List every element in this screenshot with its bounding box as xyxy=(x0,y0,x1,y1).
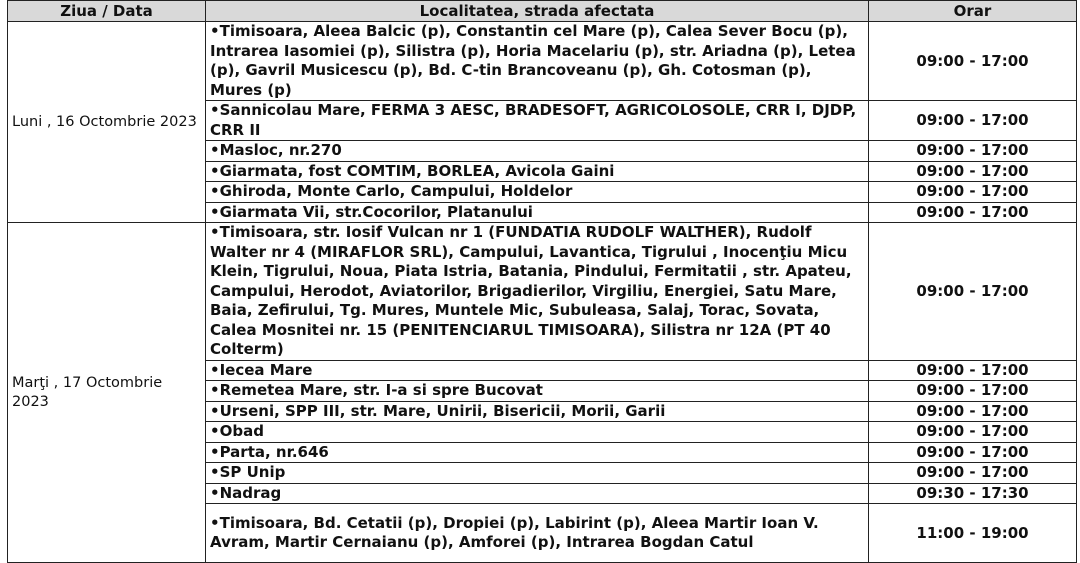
location-cell: •Giarmata, fost COMTIM, BORLEA, Avicola Gaini xyxy=(206,161,869,182)
hours-cell: 09:00 - 17:00 xyxy=(869,202,1077,223)
location-cell: •Nadrag xyxy=(206,483,869,504)
location-cell: •Timisoara, str. Iosif Vulcan nr 1 (FUNDATIA RUDOLF WALTHER), Rudolf Walter nr 4 (MIRAFLOR SRL), Campului, Lavantica, Tigrului , Inocenţiu Micu Klein, Tigrului, Noua, Piata Istria, Batania, Pindului, Fermitatii , str. Apateu, Campului, Herodot, Aviatorilor, Brigadierilor, Virgiliu, Energiei, Satu Mare, Baia, Zefirului, Tg. Mures, Muntele Mic, Subuleasa, Salaj, Torac, Sovata, Calea Mosnitei nr. 15 (PENITENCIARUL TIMISOARA), Silistra nr 12A (PT 40 Colterm) xyxy=(206,223,869,361)
header-location: Localitatea, strada afectata xyxy=(206,1,869,22)
hours-cell: 09:00 - 17:00 xyxy=(869,422,1077,443)
hours-cell: 09:00 - 17:00 xyxy=(869,101,1077,141)
location-cell: •Sannicolau Mare, FERMA 3 AESC, BRADESOFT, AGRICOLOSOLE, CRR I, DJDP, CRR II xyxy=(206,101,869,141)
location-cell: •Timisoara, Aleea Balcic (p), Constantin cel Mare (p), Calea Sever Bocu (p), Intrarea Iasomiei (p), Silistra (p), Horia Macelariu (p), str. Ariadna (p), Letea (p), Gavril Musicescu (p), Bd. C-tin Brancoveanu (p), Gh. Cotosman (p), Mures (p) xyxy=(206,22,869,101)
location-cell: •Iecea Mare xyxy=(206,360,869,381)
header-hours: Orar xyxy=(869,1,1077,22)
hours-cell: 09:00 - 17:00 xyxy=(869,161,1077,182)
location-cell: •Urseni, SPP III, str. Mare, Unirii, Bisericii, Morii, Garii xyxy=(206,401,869,422)
hours-cell: 09:00 - 17:00 xyxy=(869,381,1077,402)
outage-schedule-table xyxy=(7,0,1077,563)
hours-cell: 09:00 - 17:00 xyxy=(869,463,1077,484)
location-cell: •Masloc, nr.270 xyxy=(206,141,869,162)
location-cell: •SP Unip xyxy=(206,463,869,484)
location-cell: •Ghiroda, Monte Carlo, Campului, Holdelor xyxy=(206,182,869,203)
table-row xyxy=(8,223,1077,361)
hours-cell: 09:00 - 17:00 xyxy=(869,401,1077,422)
day-date: Luni , 16 Octombrie 2023 xyxy=(8,22,206,223)
location-cell: •Remetea Mare, str. I-a si spre Bucovat xyxy=(206,381,869,402)
table-row xyxy=(8,22,1077,101)
location-cell: •Parta, nr.646 xyxy=(206,442,869,463)
header-date: Ziua / Data xyxy=(8,1,206,22)
location-cell: •Timisoara, Bd. Cetatii (p), Dropiei (p), Labirint (p), Aleea Martir Ioan V. Avram, Martir Cernaianu (p), Amforei (p), Intrarea Bogdan Catul xyxy=(206,504,869,563)
hours-cell: 09:00 - 17:00 xyxy=(869,442,1077,463)
hours-cell: 09:00 - 17:00 xyxy=(869,22,1077,101)
location-cell: •Giarmata Vii, str.Cocorilor, Platanului xyxy=(206,202,869,223)
hours-cell: 09:30 - 17:30 xyxy=(869,483,1077,504)
hours-cell: 09:00 - 17:00 xyxy=(869,223,1077,361)
header-row xyxy=(8,1,1077,22)
hours-cell: 09:00 - 17:00 xyxy=(869,182,1077,203)
hours-cell: 09:00 - 17:00 xyxy=(869,360,1077,381)
hours-cell: 09:00 - 17:00 xyxy=(869,141,1077,162)
location-cell: •Obad xyxy=(206,422,869,443)
day-date: Marţi , 17 Octombrie 2023 xyxy=(8,223,206,563)
hours-cell: 11:00 - 19:00 xyxy=(869,504,1077,563)
